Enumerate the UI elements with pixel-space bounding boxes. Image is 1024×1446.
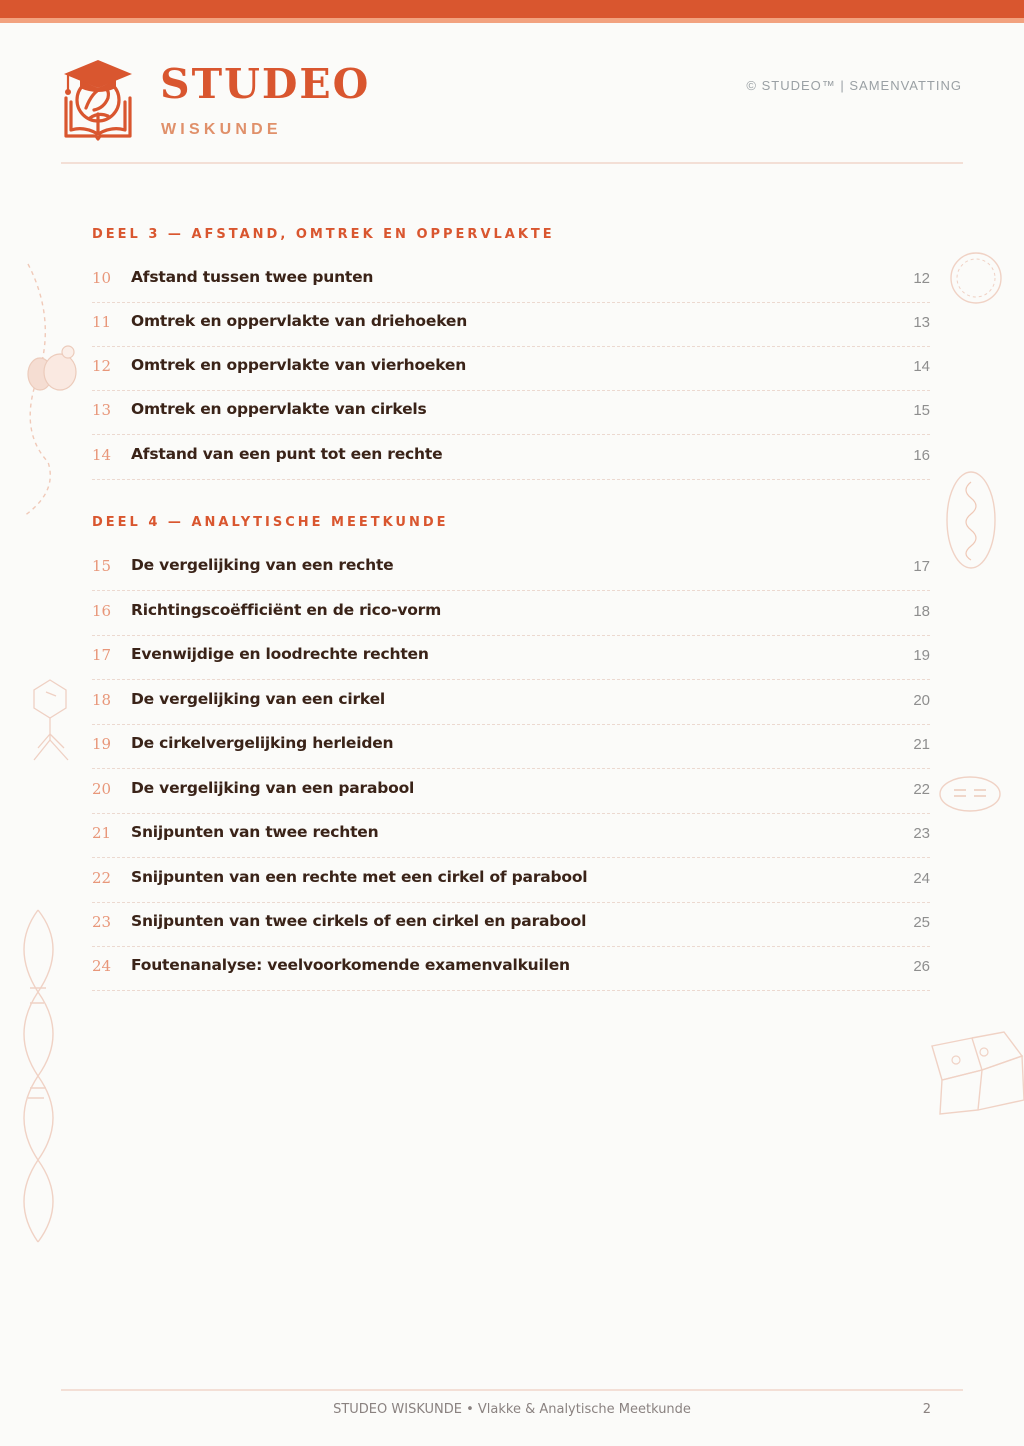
toc-title: De cirkelvergelijking herleiden [131, 734, 394, 752]
toc-number: 10 [92, 269, 112, 287]
section-title-deel-4: DEEL 4 — ANALYTISCHE MEETKUNDE [92, 515, 449, 530]
toc-title: De vergelijking van een rechte [131, 556, 394, 574]
footer-page-number: 2 [922, 1402, 931, 1417]
oval-chip-decoration [938, 774, 1002, 814]
circle-decoration [948, 250, 1004, 306]
toc-row[interactable] [92, 680, 930, 725]
toc-row[interactable] [92, 902, 930, 947]
toc-number: 23 [92, 913, 112, 931]
copyright-label: © STUDEO™ | SAMENVATTING [746, 78, 962, 93]
toc-title: Foutenanalyse: veelvoorkomende examenvalkuilen [131, 956, 570, 974]
toc-page: 20 [913, 692, 930, 709]
toc-number: 14 [92, 446, 112, 464]
toc-page: 22 [913, 781, 930, 798]
toc-row[interactable] [92, 302, 930, 347]
toc-title: Omtrek en oppervlakte van cirkels [131, 400, 427, 418]
toc-title: Snijpunten van twee cirkels of een cirkel en parabool [131, 912, 587, 930]
toc-page: 24 [913, 870, 930, 887]
toc-row[interactable] [92, 858, 930, 903]
toc-row[interactable] [92, 435, 930, 480]
toc-page: 26 [913, 958, 930, 975]
toc-row[interactable] [92, 591, 930, 636]
top-accent-bar [0, 0, 1024, 18]
brand-name: STUDEO [160, 60, 371, 108]
toc-title: Evenwijdige en loodrechte rechten [131, 645, 429, 663]
toc-page: 17 [913, 558, 930, 575]
toc-number: 19 [92, 735, 112, 753]
toc-row[interactable] [92, 769, 930, 814]
header-divider [61, 162, 963, 164]
toc-title: Omtrek en oppervlakte van driehoeken [131, 312, 468, 330]
toc-number: 13 [92, 401, 112, 419]
cell-diagram-decoration [18, 262, 78, 522]
toc-page: 15 [913, 402, 930, 419]
toc-title: Afstand van een punt tot een rechte [131, 445, 443, 463]
toc-page: 14 [913, 358, 930, 375]
toc-number: 18 [92, 691, 112, 709]
toc-number: 11 [92, 313, 112, 331]
toc-row[interactable] [92, 635, 930, 680]
toc-title: Snijpunten van een rechte met een cirkel of parabool [131, 868, 588, 886]
toc-page: 21 [913, 736, 930, 753]
toc-row[interactable] [92, 258, 930, 303]
toc-page: 23 [913, 825, 930, 842]
top-accent-stripe [0, 18, 1024, 23]
toc-page: 12 [913, 270, 930, 287]
oval-wave-decoration [944, 468, 998, 572]
toc-page: 25 [913, 914, 930, 931]
toc-number: 22 [92, 869, 112, 887]
toc-title: De vergelijking van een cirkel [131, 690, 386, 708]
dna-helix-decoration [10, 908, 68, 1244]
brand-subject: WISKUNDE [161, 121, 282, 138]
toc-title: Richtingscoëfficiënt en de rico-vorm [131, 601, 442, 619]
section-title-deel-3: DEEL 3 — AFSTAND, OMTREK EN OPPERVLAKTE [92, 227, 555, 242]
toc-title: Snijpunten van twee rechten [131, 823, 379, 841]
toc-page: 18 [913, 603, 930, 620]
footer-text: STUDEO WISKUNDE • Vlakke & Analytische Meetkunde [333, 1402, 691, 1417]
toc-row[interactable] [92, 946, 930, 991]
toc-page: 19 [913, 647, 930, 664]
toc-number: 21 [92, 824, 112, 842]
toc-row[interactable] [92, 546, 930, 591]
toc-row[interactable] [92, 346, 930, 391]
toc-title: Omtrek en oppervlakte van vierhoeken [131, 356, 467, 374]
toc-number: 16 [92, 602, 112, 620]
toc-title: De vergelijking van een parabool [131, 779, 415, 797]
toc-row[interactable] [92, 724, 930, 769]
toc-page: 16 [913, 447, 930, 464]
toc-number: 24 [92, 957, 112, 975]
molecule-figure-decoration [28, 676, 76, 770]
toc-number: 15 [92, 557, 112, 575]
toc-number: 17 [92, 646, 112, 664]
toc-number: 12 [92, 357, 112, 375]
toc-title: Afstand tussen twee punten [131, 268, 374, 286]
footer-divider [61, 1389, 963, 1391]
polygon-cells-decoration [926, 1030, 1024, 1122]
toc-number: 20 [92, 780, 112, 798]
graduation-cap-book-logo-icon [60, 58, 136, 142]
toc-page: 13 [913, 314, 930, 331]
toc-row[interactable] [92, 813, 930, 858]
toc-row[interactable] [92, 390, 930, 435]
